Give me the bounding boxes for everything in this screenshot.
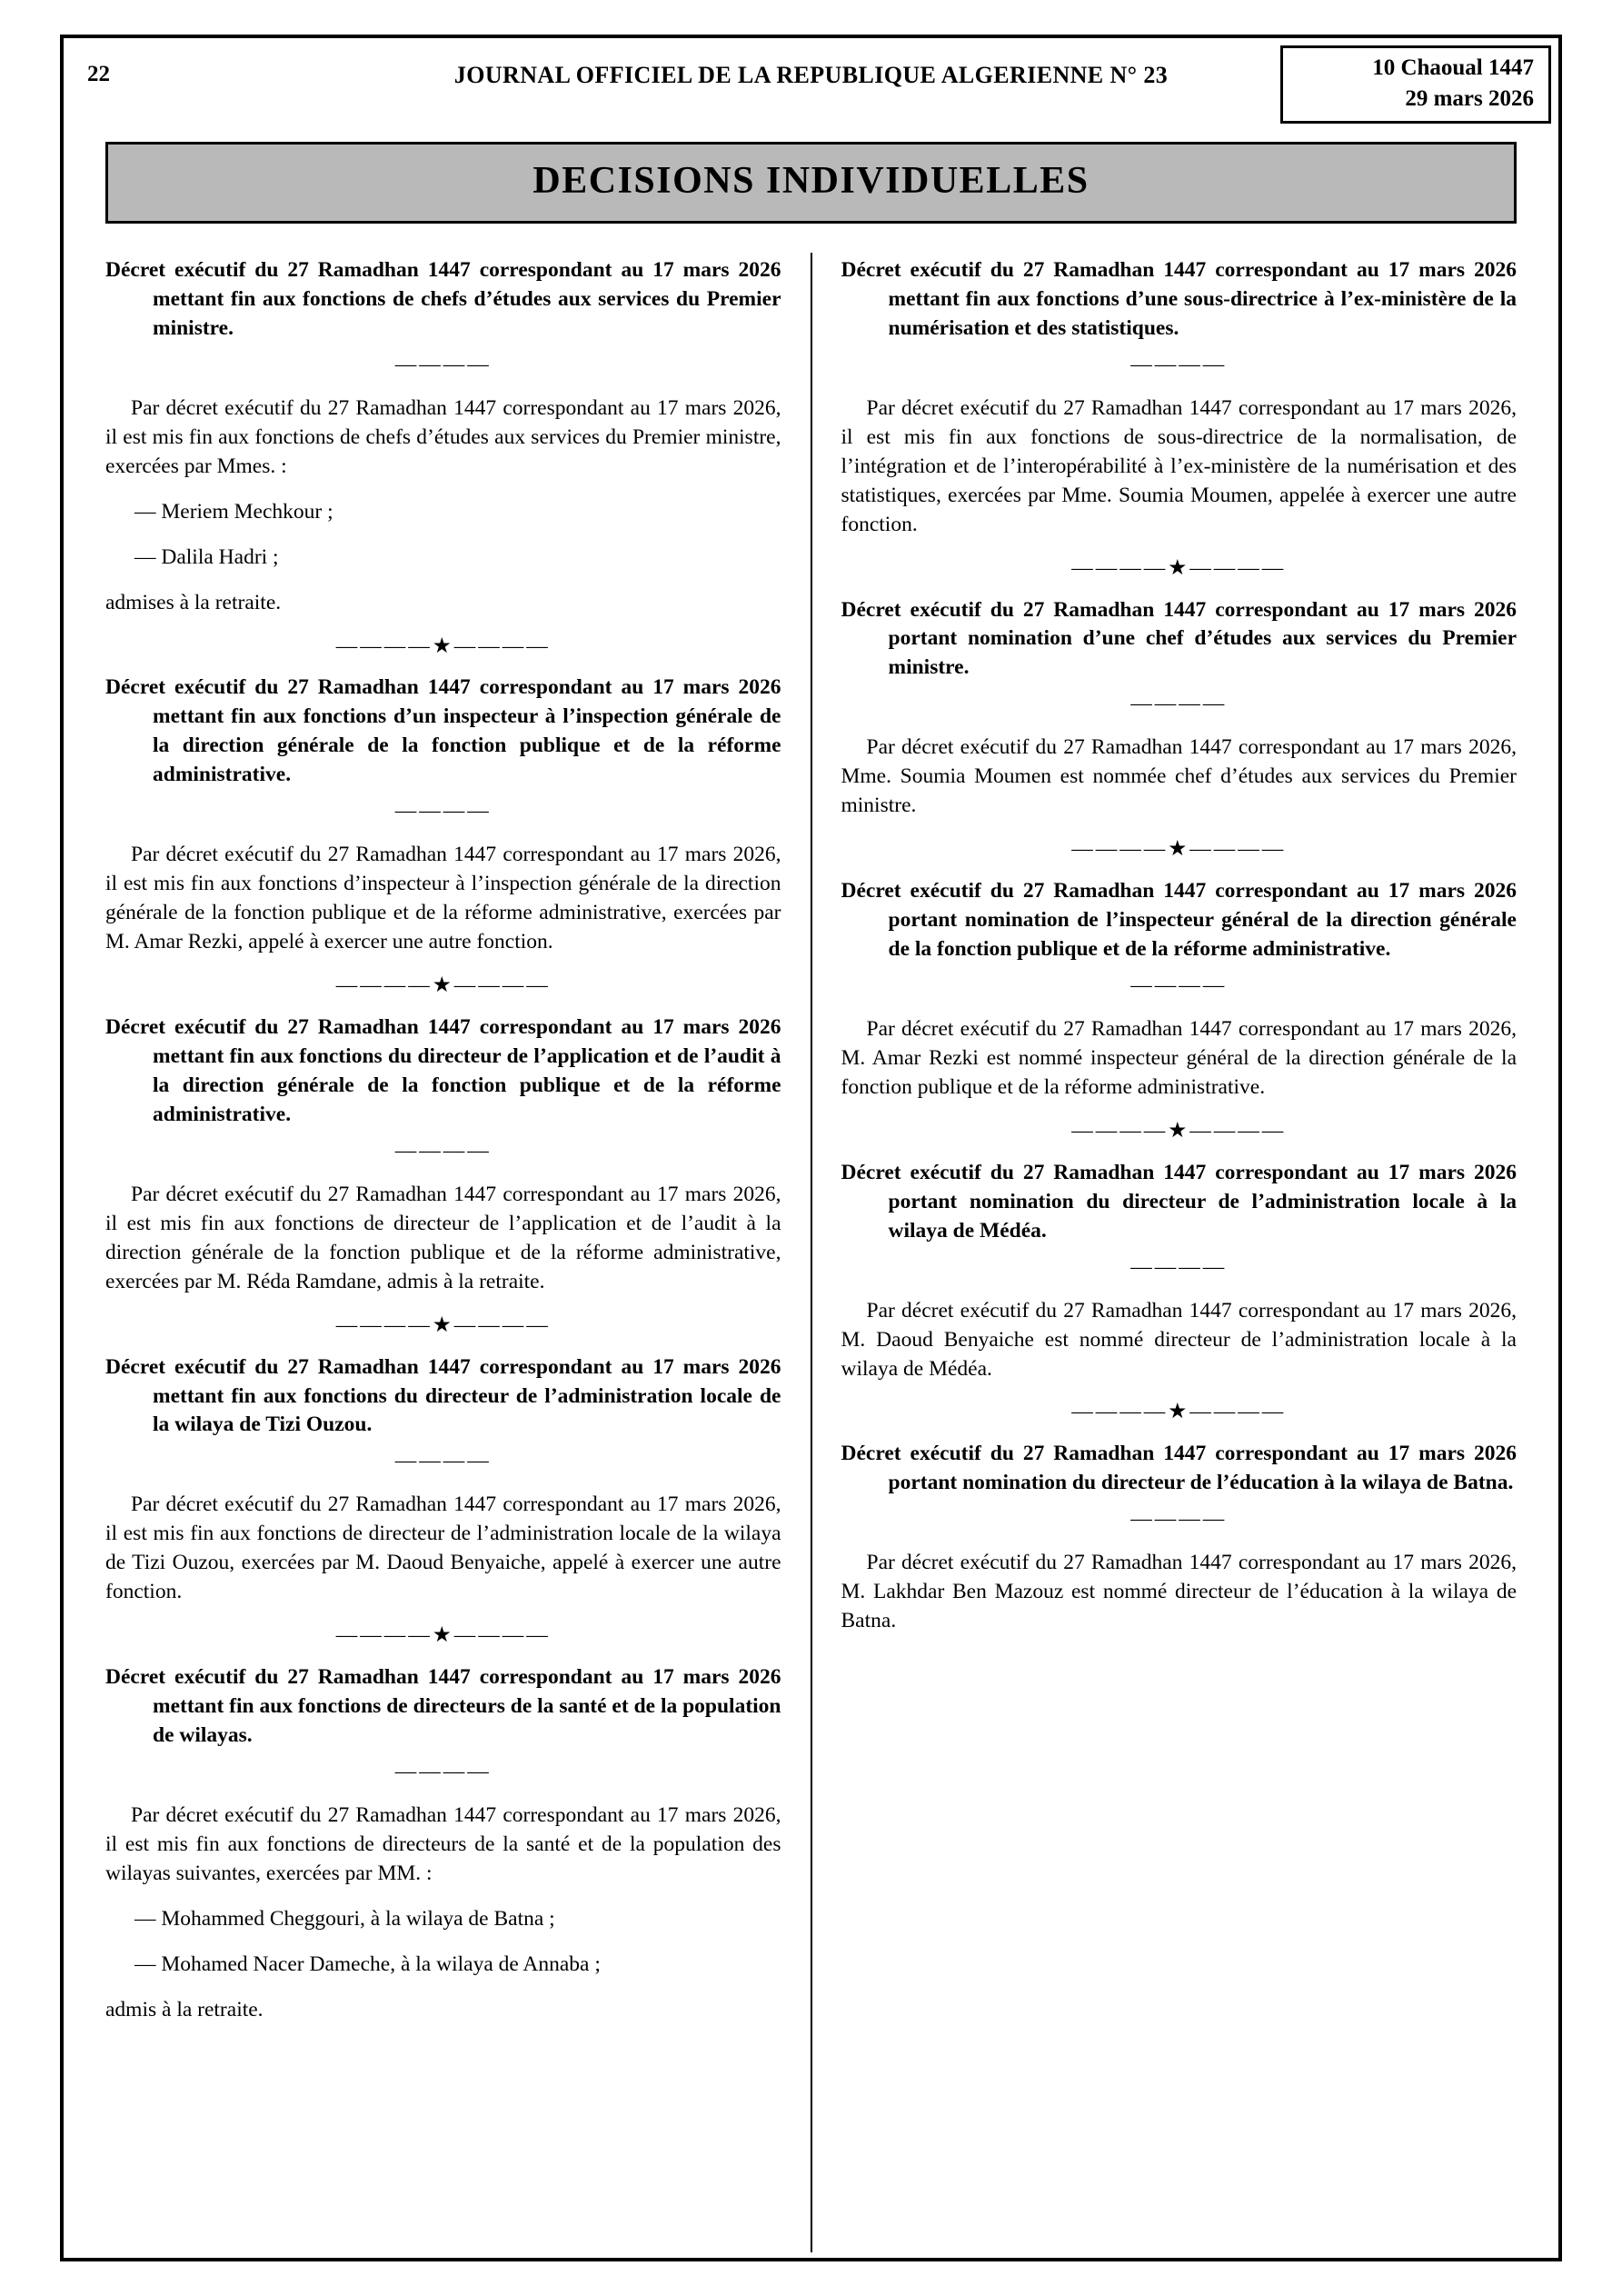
page-frame: [60, 35, 1562, 2261]
decree-article: [105, 256, 781, 661]
decree-paragraph: Par décret exécutif du 27 Ramadhan 1447 correspondant au 17 mars 2026, M. Daoud Benyaiche est nommé directeur de l’administration locale à la wilaya de Médéa.: [841, 1298, 1517, 1381]
page-number: 22: [87, 62, 110, 86]
decree-article: [105, 674, 781, 1001]
decree-article: [841, 1159, 1518, 1428]
decree-heading: Décret exécutif du 27 Ramadhan 1447 correspondant au 17 mars 2026 mettant fin aux fonctions d’un inspecteur à l’inspection générale de la direction générale de la fonction publique et de la réforme administrative.: [105, 675, 781, 787]
column-left: [105, 249, 781, 2252]
decree-paragraph: Par décret exécutif du 27 Ramadhan 1447 correspondant au 17 mars 2026, il est mis fin aux fonctions de directeur de l’administration locale de la wilaya de Tizi Ouzou, exercées par M. Daoud Benyaiche, appelé à exercer une autre fonction.: [105, 1492, 781, 1604]
date-hijri: 10 Chaoual 1447: [1372, 55, 1534, 80]
content-columns: [105, 249, 1517, 2252]
separator-plain: ————: [1130, 692, 1228, 716]
date-gregorian: 29 mars 2026: [1405, 85, 1534, 111]
decree-paragraph: Par décret exécutif du 27 Ramadhan 1447 correspondant au 17 mars 2026, il est mis fin aux fonctions de sous-directrice de la normalisation, de l’intégration et de l’interopérabilité à l’ex-ministère de la numérisation et des statistiques, exercées par Mme. Soumia Moumen, appelée à exercer une autre fonction.: [841, 395, 1517, 536]
separator-plain: ————: [394, 1138, 492, 1163]
decree-article: [105, 1013, 781, 1341]
separator-star: ————★————: [1071, 555, 1287, 580]
decree-paragraph: Par décret exécutif du 27 Ramadhan 1447 correspondant au 17 mars 2026, il est mis fin aux fonctions de directeur de l’application et de l’audit à la direction générale de la fonction publique et de la réforme administrative, exercées par M. Réda Ramdane, admis à la retraite.: [105, 1182, 781, 1293]
decree-heading: Décret exécutif du 27 Ramadhan 1447 correspondant au 17 mars 2026 mettant fin aux fonctions d’une sous-directrice à l’ex-ministère de la numérisation et des statistiques.: [841, 258, 1517, 340]
decree-heading: Décret exécutif du 27 Ramadhan 1447 correspondant au 17 mars 2026 portant nomination du directeur de l’éducation à la wilaya de Batna.: [841, 1442, 1517, 1495]
decree-paragraph: Par décret exécutif du 27 Ramadhan 1447 correspondant au 17 mars 2026, il est mis fin aux fonctions d’inspecteur à l’inspection générale de la direction générale de la fonction publique et de la réforme administrative, exercées par M. Amar Rezki, appelé à exercer une autre fonction.: [105, 843, 781, 954]
decree-heading: Décret exécutif du 27 Ramadhan 1447 correspondant au 17 mars 2026 portant nomination du directeur de l’administration locale à la wilaya de Médéa.: [841, 1160, 1517, 1243]
decree-paragraph: Par décret exécutif du 27 Ramadhan 1447 correspondant au 17 mars 2026, il est mis fin aux fonctions de chefs d’études aux services du Premier ministre, exercées par Mmes. :: [105, 395, 781, 478]
separator-plain: ————: [394, 1759, 492, 1783]
separator-plain: ————: [1130, 1507, 1228, 1532]
section-banner: [105, 142, 1517, 224]
page-header: [64, 38, 1558, 109]
separator-star: ————★————: [335, 973, 551, 998]
decree-heading: Décret exécutif du 27 Ramadhan 1447 correspondant au 17 mars 2026 mettant fin aux fonctions de directeurs de la santé et de la population de wilayas.: [105, 1665, 781, 1748]
decree-article: [105, 1663, 781, 2025]
decree-list-item: — Meriem Mechkour ;: [134, 499, 333, 524]
decree-heading: Décret exécutif du 27 Ramadhan 1447 correspondant au 17 mars 2026 mettant fin aux fonctions du directeur de l’administration locale de la wilaya de Tizi Ouzou.: [105, 1354, 781, 1437]
date-box: [1280, 45, 1551, 124]
separator-plain: ————: [1130, 352, 1228, 376]
separator-plain: ————: [1130, 1254, 1228, 1279]
separator-star: ————★————: [335, 1313, 551, 1337]
decree-heading: Décret exécutif du 27 Ramadhan 1447 correspondant au 17 mars 2026 portant nomination d’une chef d’études aux services du Premier ministre.: [841, 597, 1517, 680]
decree-heading: Décret exécutif du 27 Ramadhan 1447 correspondant au 17 mars 2026 mettant fin aux fonctions du directeur de l’application et de l’audit à la direction générale de la fonction publique et de la réforme administrative.: [105, 1015, 781, 1126]
separator-plain: ————: [1130, 973, 1228, 998]
decree-article: [841, 1440, 1518, 1636]
separator-plain: ————: [394, 799, 492, 824]
separator-star: ————★————: [1071, 1400, 1287, 1424]
decree-article: [841, 596, 1518, 865]
decree-article: [841, 877, 1518, 1146]
separator-plain: ————: [394, 1449, 492, 1473]
decree-list-item: — Mohamed Nacer Dameche, à la wilaya de Annaba ;: [134, 1952, 601, 1976]
separator-star: ————★————: [1071, 837, 1287, 862]
separator-star: ————★————: [335, 634, 551, 658]
section-title: DECISIONS INDIVIDUELLES: [532, 160, 1090, 202]
decree-list-item: — Mohammed Cheggouri, à la wilaya de Batna ;: [134, 1906, 555, 1931]
separator-star: ————★————: [335, 1623, 551, 1648]
journal-title: JOURNAL OFFICIEL DE LA REPUBLIQUE ALGERIENNE N° 23: [453, 62, 1169, 88]
decree-heading: Décret exécutif du 27 Ramadhan 1447 correspondant au 17 mars 2026 portant nomination de l’inspecteur général de la direction générale de la fonction publique et de la réforme administrative.: [841, 879, 1517, 962]
separator-plain: ————: [394, 352, 492, 376]
decree-heading: Décret exécutif du 27 Ramadhan 1447 correspondant au 17 mars 2026 mettant fin aux fonctions de chefs d’études aux services du Premier ministre.: [105, 258, 781, 340]
decree-article: [105, 1353, 781, 1652]
decree-paragraph: Par décret exécutif du 27 Ramadhan 1447 correspondant au 17 mars 2026, Mme. Soumia Moumen est nommée chef d’études aux services du Premier ministre.: [841, 735, 1517, 818]
column-right: [841, 249, 1518, 2252]
separator-star: ————★————: [1071, 1118, 1287, 1143]
decree-paragraph: admises à la retraite.: [105, 590, 282, 614]
decree-list-item: — Dalila Hadri ;: [134, 544, 279, 569]
decree-article: [841, 256, 1518, 584]
decree-paragraph: Par décret exécutif du 27 Ramadhan 1447 correspondant au 17 mars 2026, M. Amar Rezki est nommé inspecteur général de la direction générale de la fonction publique et de la réforme administrative.: [841, 1016, 1517, 1099]
decree-paragraph: admis à la retraite.: [105, 1997, 264, 2021]
decree-paragraph: Par décret exécutif du 27 Ramadhan 1447 correspondant au 17 mars 2026, M. Lakhdar Ben Mazouz est nommé directeur de l’éducation à la wilaya de Batna.: [841, 1551, 1517, 1633]
decree-paragraph: Par décret exécutif du 27 Ramadhan 1447 correspondant au 17 mars 2026, il est mis fin aux fonctions de directeurs de la santé et de la population des wilayas suivantes, exercées par MM. :: [105, 1802, 781, 1885]
